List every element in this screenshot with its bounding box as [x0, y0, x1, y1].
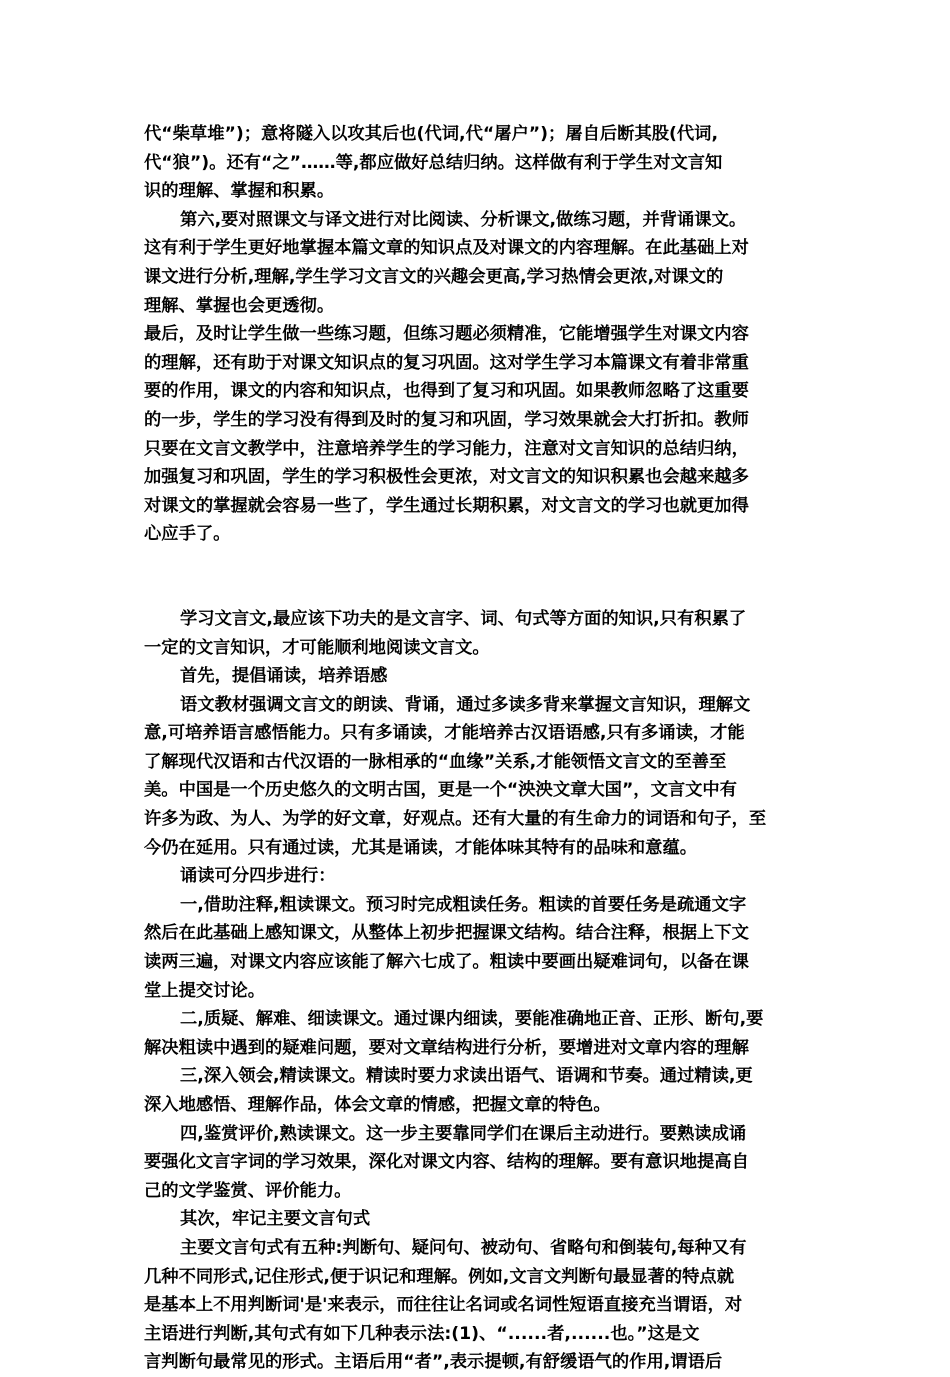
- text-line: 第六,要对照课文与译文进行对比阅读、分析课文,做练习题，并背诵课文。: [180, 209, 747, 230]
- text-line: 语文教材强调文言文的朗读、背诵，通过多读多背来掌握文言知识，理解文: [180, 694, 751, 715]
- text-line: 深入地感悟、理解作品，体会文章的情感，把握文章的特色。: [144, 1095, 611, 1115]
- text-line: 一,借助注释,粗读课文。预习时完成粗读任务。粗读的首要任务是疏通文字: [180, 894, 747, 915]
- text-line: 美。中国是一个历史悠久的文明古国，更是一个“泱泱文章大国”，文言文中有: [144, 780, 737, 801]
- text-line: 三,深入领会,精读课文。精读时要力求读出语气、语调和节奏。通过精读,更: [180, 1066, 753, 1087]
- paragraph-block-1: [144, 120, 810, 549]
- section-heading: 首先，提倡诵读，培养语感: [180, 666, 388, 687]
- text-line: 理解、掌握也会更透彻。: [144, 295, 335, 316]
- text-line: 代“柴草堆”)；意将隧入以攻其后也(代词,代“屠户”)；屠自后断其股(代词,: [144, 124, 719, 144]
- text-line: 对课文的掌握就会容易一些了，学生通过长期积累，对文言文的学习也就更加得: [144, 495, 749, 516]
- text-line: 最后，及时让学生做一些练习题，但练习题必须精准，它能增强学生对课文内容: [144, 324, 749, 345]
- text-line: 加强复习和巩固，学生的学习积极性会更浓，对文言文的知识积累也会越来越多: [144, 467, 749, 488]
- text-line: 是基本上不用判断词'是'来表示，而往往让名词或名词性短语直接充当谓语，对: [144, 1295, 743, 1316]
- text-line: 二,质疑、解难、细读课文。通过课内细读，要能准确地正音、正形、断句,要: [180, 1009, 764, 1030]
- text-line: 要的作用，课文的内容和知识点，也得到了复习和巩固。如果教师忽略了这重要: [144, 381, 749, 402]
- text-line: 四,鉴赏评价,熟读课文。这一步主要靠同学们在课后主动进行。要熟读成诵: [180, 1123, 747, 1144]
- text-line: 己的文学鉴赏、评价能力。: [144, 1180, 352, 1201]
- text-line: 这有利于学生更好地掌握本篇文章的知识点及对课文的内容理解。在此基础上对: [144, 238, 749, 259]
- text-line: 许多为政、为人、为学的好文章，好观点。还有大量的有生命力的词语和句子，至: [144, 809, 767, 830]
- section-heading: 其次，牢记主要文言句式: [180, 1209, 371, 1230]
- paragraph-block-2: [144, 605, 810, 1377]
- text-line: 主语进行判断,其句式有如下几种表示法:(1)、“......者,......也。”这是文: [144, 1323, 700, 1344]
- text-line: 的理解，还有助于对课文知识点的复习巩固。这对学生学习本篇课文有着非常重: [144, 352, 749, 373]
- text-line: 只要在文言文教学中，注意培养学生的学习能力，注意对文言知识的总结归纳，: [144, 438, 749, 459]
- text-line: 今仍在延用。只有通过读，尤其是诵读，才能体味其特有的品味和意蕴。: [144, 837, 698, 858]
- text-line: 解决粗读中遇到的疑难问题，要对文章结构进行分析，要增进对文章内容的理解: [144, 1037, 749, 1058]
- text-line: 要强化文言字词的学习效果，深化对课文内容、结构的理解。要有意识地提高自: [144, 1152, 749, 1173]
- text-line: 堂上提交讨论。: [144, 980, 265, 1001]
- text-line: 学习文言文,最应该下功夫的是文言字、词、句式等方面的知识,只有积累了: [180, 608, 747, 629]
- text-line: 诵读可分四步进行：: [180, 866, 336, 887]
- text-line: 然后在此基础上感知课文，从整体上初步把握课文结构。结合注释，根据上下文: [144, 923, 749, 944]
- text-line: 心应手了。: [144, 524, 231, 545]
- text-line: 课文进行分析,理解,学生学习文言文的兴趣会更高,学习热情会更浓,对课文的: [144, 266, 724, 287]
- text-line: 读两三遍，对课文内容应该能了解六七成了。粗读中要画出疑难词句，以备在课: [144, 952, 749, 973]
- text-line: 主要文言句式有五种:判断句、疑问句、被动句、省略句和倒装句,每种又有: [180, 1237, 747, 1258]
- text-line: 一定的文言知识，才可能顺利地阅读文言文。: [144, 637, 490, 658]
- text-line: 的一步，学生的学习没有得到及时的复习和巩固，学习效果就会大打折扣。教师: [144, 409, 749, 430]
- text-line: 了解现代汉语和古代汉语的一脉相承的“血缘”关系,才能领悟文言文的至善至: [144, 751, 727, 772]
- text-line: 意,可培养语言感悟能力。只有多诵读，才能培养古汉语语感,只有多诵读，才能: [144, 723, 745, 744]
- section-gap: [144, 549, 810, 605]
- document-page: [144, 120, 810, 1377]
- text-line: 言判断句最常见的形式。主语后用“者”,表示提顿,有舒缓语气的作用,谓语后: [144, 1352, 723, 1373]
- text-line: 几种不同形式,记住形式,便于识记和理解。例如,文言文判断句最显著的特点就: [144, 1266, 734, 1287]
- text-line: 代“狼”)。还有“之”……等,都应做好总结归纳。这样做有利于学生对文言知: [144, 152, 723, 173]
- text-line: 识的理解、掌握和积累。: [144, 181, 335, 202]
